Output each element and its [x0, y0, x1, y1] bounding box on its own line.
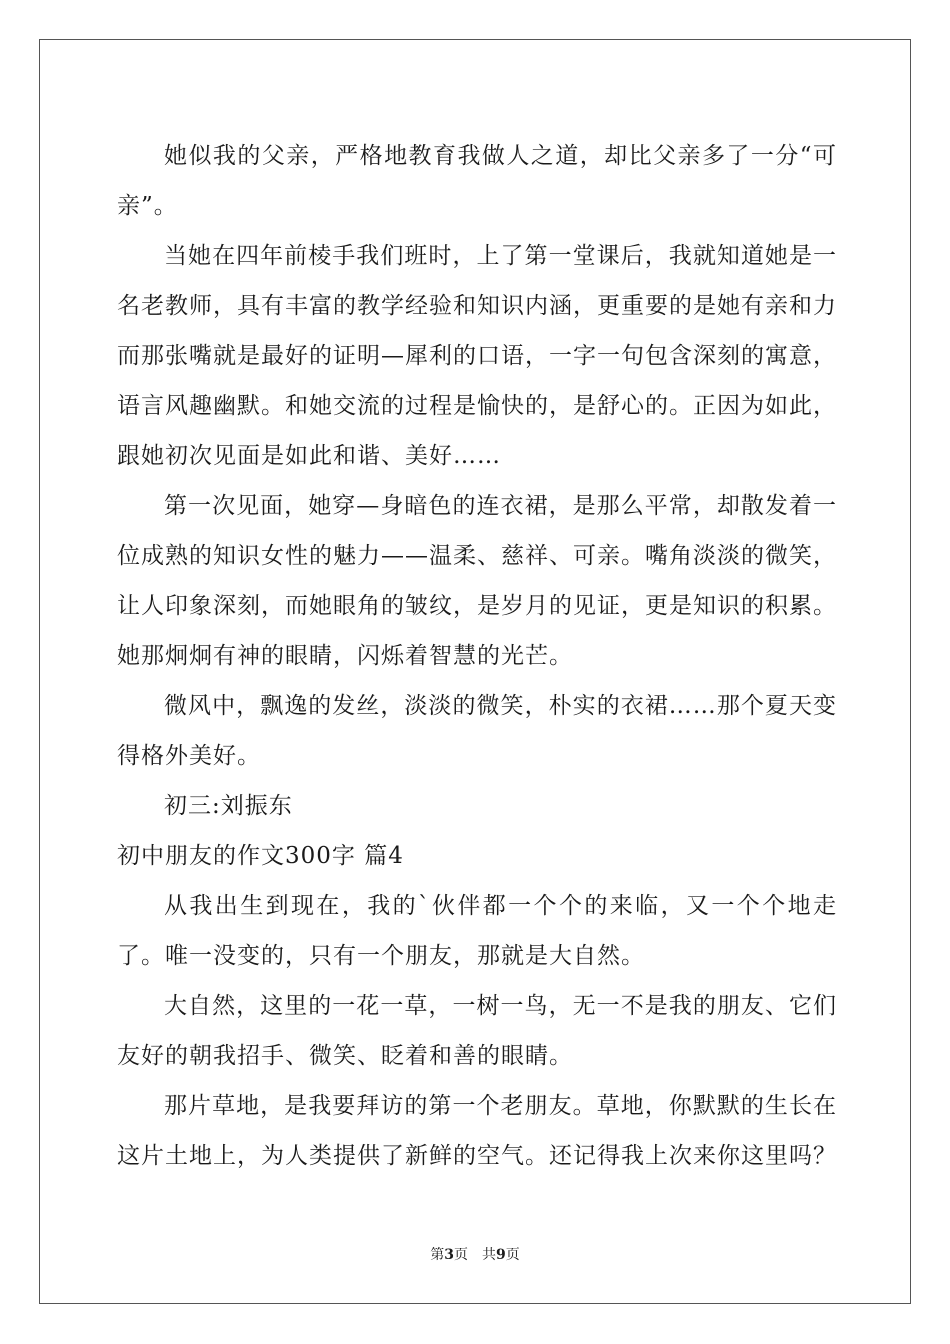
footer-suffix: 页	[505, 1247, 520, 1263]
paragraph-1: 她似我的父亲，严格地教育我做人之道，却比父亲多了一分“可亲”。	[117, 143, 837, 219]
footer-middle: 页 共	[454, 1247, 496, 1263]
document-body	[117, 131, 837, 1181]
paragraph-3: 第一次见面，她穿—身暗色的连衣裙，是那么平常，却散发着一位成熟的知识女性的魅力——温柔、慈祥、可亲。嘴角淡淡的微笑，让人印象深刻，而她眼角的皱纹，是岁月的见证，更是知识的积累。她那炯炯有神的眼睛，闪烁着智慧的光芒。	[117, 493, 837, 669]
paragraph-6: 大自然，这里的一花一草，一树一鸟，无一不是我的朋友、它们友好的朝我招手、微笑、眨着和善的眼睛。	[117, 993, 837, 1069]
total-page-number: 9	[496, 1247, 506, 1263]
paragraph-5: 从我出生到现在，我的`伙伴都一个个的来临，又一个个地走了。唯一没变的，只有一个朋友，那就是大自然。	[117, 893, 837, 969]
current-page-number: 3	[444, 1247, 454, 1263]
page-footer	[0, 1245, 950, 1265]
paragraph-4: 微风中，飘逸的发丝，淡淡的微笑，朴实的衣裙……那个夏天变得格外美好。	[117, 693, 837, 769]
paragraph-2: 当她在四年前棱手我们班时，上了第一堂课后，我就知道她是一名老教师，具有丰富的教学经验和知识内涵，更重要的是她有亲和力而那张嘴就是最好的证明—犀利的口语，一字一句包含深刻的寓意，语言风趣幽默。和她交流的过程是愉快的，是舒心的。正因为如此，跟她初次见面是如此和谐、美好……	[117, 243, 837, 469]
footer-prefix: 第	[430, 1247, 445, 1263]
paragraph-7: 那片草地，是我要拜访的第一个老朋友。草地，你默默的生长在这片土地上，为人类提供了新鲜的空气。还记得我上次来你这里吗？	[117, 1093, 837, 1169]
author-line: 初三:刘振东	[164, 793, 293, 819]
section-heading: 初中朋友的作文300字 篇4	[117, 843, 404, 869]
